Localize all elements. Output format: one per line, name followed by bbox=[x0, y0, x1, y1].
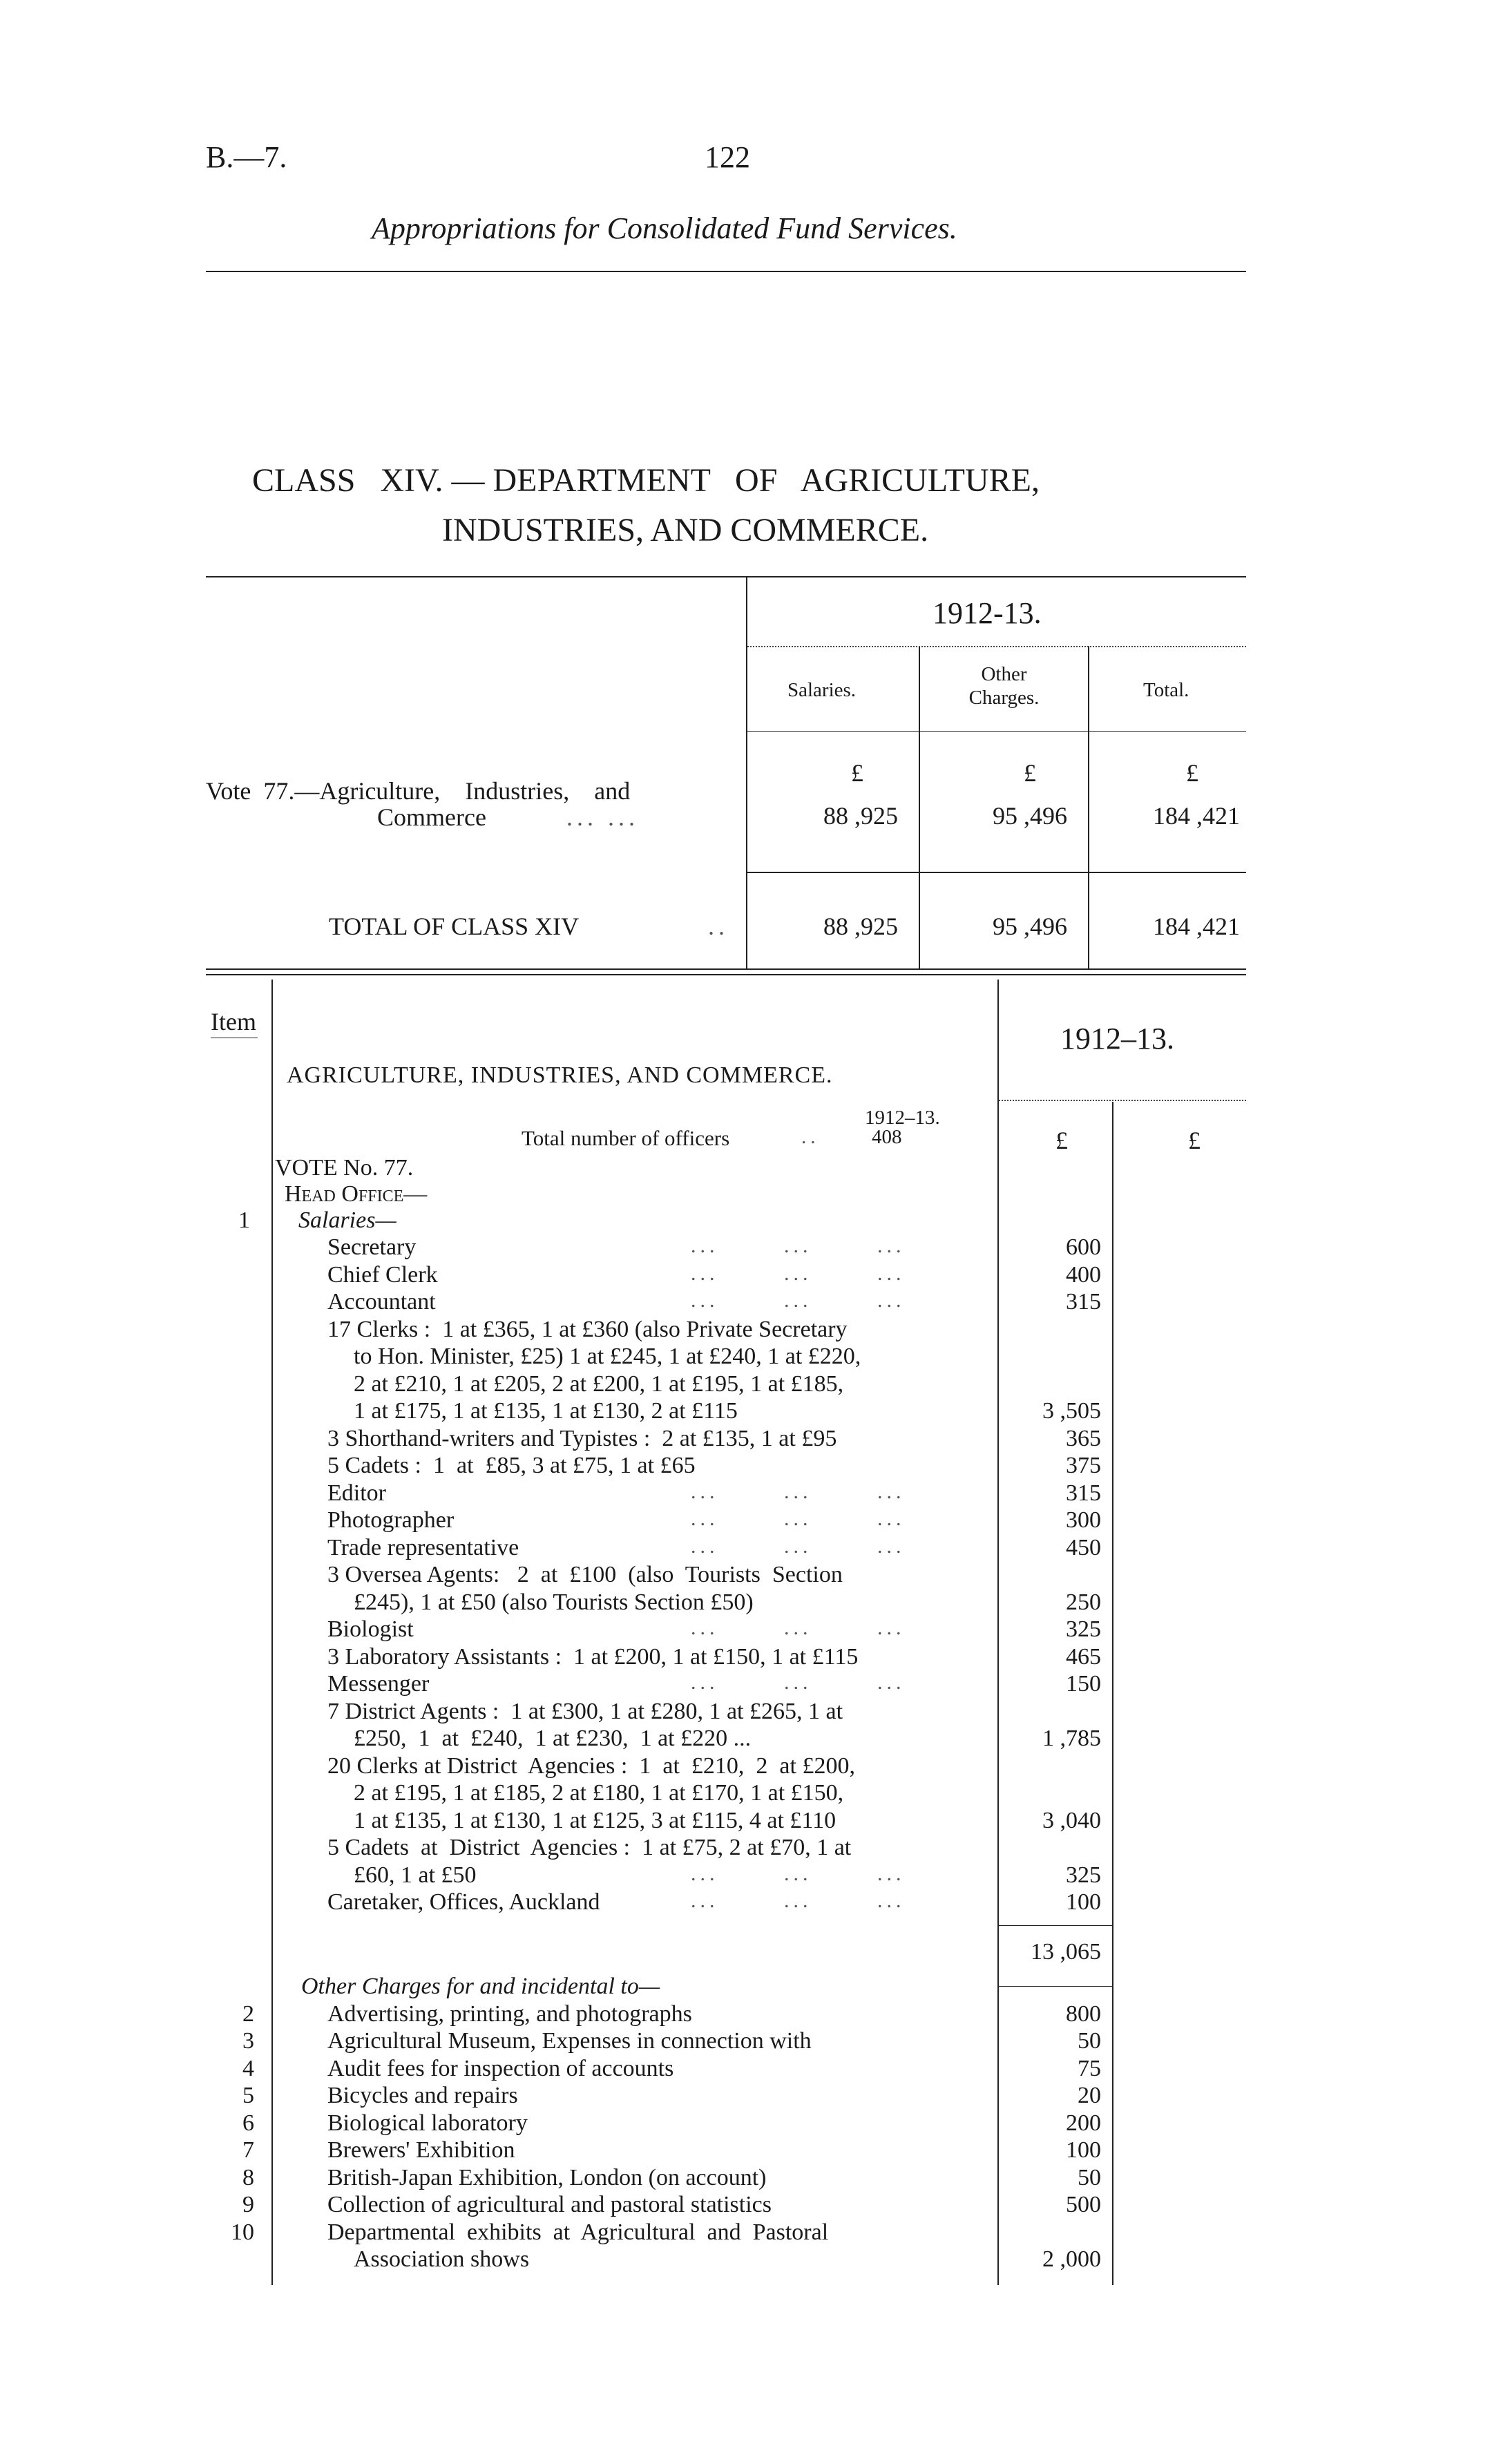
salary-row-text: 1 at £175, 1 at £135, 1 at £130, 2 at £115 bbox=[354, 1398, 738, 1424]
header-rule bbox=[206, 271, 1246, 272]
page-subtitle: Appropriations for Consolidated Fund Services. bbox=[372, 211, 957, 245]
officers-count: 408 bbox=[872, 1126, 902, 1148]
document-reference: B.—7. bbox=[206, 140, 287, 174]
item-number: 4 bbox=[242, 2055, 254, 2081]
summary-top-rule bbox=[206, 576, 1246, 577]
vote-other-value: 95 ,496 bbox=[993, 802, 1067, 830]
charge-row-text: Advertising, printing, and photographs bbox=[327, 2000, 692, 2027]
salaries-heading: Salaries— bbox=[298, 1207, 396, 1233]
charge-amount: 50 bbox=[1078, 2164, 1101, 2190]
officers-year: 1912–13. bbox=[865, 1107, 940, 1129]
salary-amount: 3 ,040 bbox=[1042, 1807, 1101, 1833]
salary-amount: 3 ,505 bbox=[1042, 1398, 1101, 1424]
salary-amount: 450 bbox=[1066, 1534, 1101, 1560]
salary-row-text: Editor bbox=[327, 1480, 386, 1506]
vote-total-value: 184 ,421 bbox=[1153, 802, 1240, 830]
vote-number: VOTE No. 77. bbox=[275, 1155, 414, 1181]
salary-amount: 150 bbox=[1066, 1671, 1101, 1697]
class-title-line1: CLASS XIV. — DEPARTMENT OF AGRICULTURE, bbox=[252, 462, 1040, 499]
vote-label-line2: Commerce bbox=[377, 803, 486, 831]
salary-row-text: 17 Clerks : 1 at £365, 1 at £360 (also Private Secretary bbox=[327, 1316, 848, 1342]
item-number: 5 bbox=[242, 2083, 254, 2108]
charge-amount: 20 bbox=[1078, 2083, 1101, 2108]
item-number: 9 bbox=[242, 2192, 254, 2217]
salaries-total-value: 13 ,065 bbox=[1031, 1938, 1101, 1965]
leader-dots: ... ... ... bbox=[691, 1671, 906, 1694]
charge-row-text: Audit fees for inspection of accounts bbox=[327, 2055, 674, 2081]
salary-amount: 375 bbox=[1066, 1453, 1101, 1478]
page-number: 122 bbox=[705, 140, 750, 174]
summary-total-rule bbox=[747, 872, 1246, 873]
currency-symbol: £ bbox=[1055, 1127, 1068, 1154]
salary-amount: 315 bbox=[1066, 1289, 1101, 1315]
charge-row-text: Collection of agricultural and pastoral statistics bbox=[327, 2192, 772, 2217]
summary-bottom-rule bbox=[206, 968, 1246, 970]
total-other-value: 95 ,496 bbox=[993, 913, 1067, 940]
leader-dots: ... ... ... bbox=[691, 1616, 906, 1639]
col-header-salaries: Salaries. bbox=[787, 679, 857, 701]
salaries-total-rule bbox=[999, 1925, 1112, 1926]
currency-symbol: £ bbox=[1188, 1127, 1201, 1154]
salary-row-text: Photographer bbox=[327, 1507, 455, 1533]
col-header-other-2: Charges. bbox=[968, 687, 1040, 709]
salary-row-text: Chief Clerk bbox=[327, 1261, 438, 1288]
leader-dots: .. bbox=[708, 913, 729, 940]
charge-amount: 500 bbox=[1066, 2192, 1101, 2217]
detail-year-rule bbox=[999, 1100, 1246, 1101]
item-column-rule bbox=[271, 980, 273, 2285]
summary-bottom-rule-double bbox=[206, 974, 1246, 975]
salary-row-text: 3 Oversea Agents: 2 at £100 (also Tourists Section bbox=[327, 1562, 843, 1587]
salary-amount: 400 bbox=[1066, 1261, 1101, 1288]
item-number: 8 bbox=[242, 2164, 254, 2190]
summary-divider bbox=[746, 577, 747, 968]
total-salaries-value: 88 ,925 bbox=[823, 913, 898, 940]
salary-row-text: 2 at £210, 1 at £205, 2 at £200, 1 at £195, 1 at £185, bbox=[354, 1371, 844, 1397]
leader-dots: .. bbox=[801, 1126, 820, 1148]
charge-amount: 50 bbox=[1078, 2028, 1101, 2054]
leader-dots: ... ... ... bbox=[691, 1480, 906, 1503]
summary-year-header: 1912-13. bbox=[933, 596, 1042, 630]
charge-row-text: Agricultural Museum, Expenses in connection with bbox=[327, 2028, 812, 2054]
salary-row-text: £245), 1 at £50 (also Tourists Section £50) bbox=[354, 1589, 754, 1615]
salary-row-text: 1 at £135, 1 at £130, 1 at £125, 3 at £115, 4 at £110 bbox=[354, 1807, 836, 1833]
salary-row-text: 5 Cadets : 1 at £85, 3 at £75, 1 at £65 bbox=[327, 1453, 696, 1478]
charge-amount: 2 ,000 bbox=[1042, 2246, 1101, 2272]
item-number: 6 bbox=[242, 2110, 254, 2136]
salary-amount: 600 bbox=[1066, 1234, 1101, 1260]
salary-row-text: Accountant bbox=[327, 1289, 436, 1315]
item-column-header: Item bbox=[211, 1008, 256, 1035]
salary-row-text: to Hon. Minister, £25) 1 at £245, 1 at £240, 1 at £220, bbox=[354, 1344, 861, 1369]
charge-amount: 800 bbox=[1066, 2000, 1101, 2027]
salary-amount: 325 bbox=[1066, 1616, 1101, 1642]
leader-dots: ... ... bbox=[566, 803, 639, 831]
salary-amount: 250 bbox=[1066, 1589, 1101, 1615]
salary-row-text: 20 Clerks at District Agencies : 1 at £210, 2 at £200, bbox=[327, 1753, 855, 1779]
currency-symbol: £ bbox=[1186, 759, 1198, 787]
item-number: 2 bbox=[242, 2000, 254, 2027]
col-header-other-1: Other bbox=[981, 663, 1027, 685]
currency-symbol: £ bbox=[1024, 759, 1036, 787]
class-total-label: TOTAL OF CLASS XIV bbox=[329, 913, 580, 940]
head-office-heading: Head Office— bbox=[285, 1181, 428, 1207]
charge-row-text: Bicycles and repairs bbox=[327, 2083, 518, 2108]
charge-row-text: Biological laboratory bbox=[327, 2110, 528, 2136]
leader-dots: ... ... ... bbox=[691, 1289, 906, 1312]
section-title: AGRICULTURE, INDUSTRIES, AND COMMERCE. bbox=[287, 1062, 833, 1088]
item-number: 7 bbox=[242, 2137, 254, 2163]
other-charges-heading: Other Charges for and incidental to— bbox=[301, 1973, 660, 1999]
leader-dots: ... ... ... bbox=[691, 1534, 906, 1558]
salary-amount: 300 bbox=[1066, 1507, 1101, 1533]
charge-row-text: British-Japan Exhibition, London (on account) bbox=[327, 2164, 767, 2190]
charge-amount: 75 bbox=[1078, 2055, 1101, 2081]
salary-row-text: 5 Cadets at District Agencies : 1 at £75, 2 at £70, 1 at bbox=[327, 1835, 852, 1860]
summary-header-rule bbox=[747, 731, 1246, 732]
charge-row-text: Departmental exhibits at Agricultural and Pastoral bbox=[327, 2219, 829, 2245]
salary-amount: 325 bbox=[1066, 1862, 1101, 1888]
charge-amount: 200 bbox=[1066, 2110, 1101, 2136]
salary-row-text: £60, 1 at £50 bbox=[354, 1862, 477, 1888]
salary-amount: 315 bbox=[1066, 1480, 1101, 1506]
charge-amount: 100 bbox=[1066, 2137, 1101, 2163]
salary-row-text: Messenger bbox=[327, 1671, 430, 1697]
salary-amount: 1 ,785 bbox=[1042, 1726, 1101, 1751]
charge-row-text: Association shows bbox=[354, 2246, 530, 2272]
leader-dots: ... ... ... bbox=[691, 1261, 906, 1285]
currency-symbol: £ bbox=[851, 759, 863, 787]
vote-label-line1: Vote 77.—Agriculture, Industries, and bbox=[206, 777, 631, 805]
salary-amount: 100 bbox=[1066, 1889, 1101, 1915]
total-total-value: 184 ,421 bbox=[1153, 913, 1240, 940]
summary-year-rule bbox=[747, 646, 1246, 647]
salary-row-text: Biologist bbox=[327, 1616, 414, 1642]
salaries-total-underline bbox=[999, 1986, 1112, 1987]
salary-row-text: 3 Shorthand-writers and Typistes : 2 at £135, 1 at £95 bbox=[327, 1425, 837, 1451]
item-number: 1 bbox=[238, 1207, 250, 1233]
salary-row-text: £250, 1 at £240, 1 at £230, 1 at £220 ... bbox=[354, 1726, 752, 1751]
salary-row-text: 7 District Agents : 1 at £300, 1 at £280, 1 at £265, 1 at bbox=[327, 1698, 843, 1724]
detail-year-header: 1912–13. bbox=[1060, 1022, 1174, 1056]
salary-amount: 365 bbox=[1066, 1425, 1101, 1451]
leader-dots: ... ... ... bbox=[691, 1507, 906, 1530]
item-number: 10 bbox=[231, 2219, 254, 2245]
charge-row-text: Brewers' Exhibition bbox=[327, 2137, 515, 2163]
salary-row-text: Trade representative bbox=[327, 1534, 519, 1560]
leader-dots: ... ... ... bbox=[691, 1234, 906, 1257]
salary-row-text: 2 at £195, 1 at £185, 2 at £180, 1 at £170, 1 at £150, bbox=[354, 1780, 844, 1806]
leader-dots: ... ... ... bbox=[691, 1862, 906, 1885]
salary-amount: 465 bbox=[1066, 1643, 1101, 1670]
leader-dots: ... ... ... bbox=[691, 1889, 906, 1912]
detail-column-rule bbox=[1112, 1102, 1113, 2285]
salary-row-text: Secretary bbox=[327, 1234, 417, 1260]
item-number: 3 bbox=[242, 2028, 254, 2054]
officers-label: Total number of officers bbox=[522, 1126, 730, 1150]
vote-salaries-value: 88 ,925 bbox=[823, 802, 898, 830]
salary-row-text: 3 Laboratory Assistants : 1 at £200, 1 at £150, 1 at £115 bbox=[327, 1643, 859, 1670]
col-header-total: Total. bbox=[1143, 679, 1189, 701]
summary-divider bbox=[1088, 646, 1089, 968]
salary-row-text: Caretaker, Offices, Auckland bbox=[327, 1889, 600, 1915]
class-title-line2: INDUSTRIES, AND COMMERCE. bbox=[442, 512, 929, 548]
